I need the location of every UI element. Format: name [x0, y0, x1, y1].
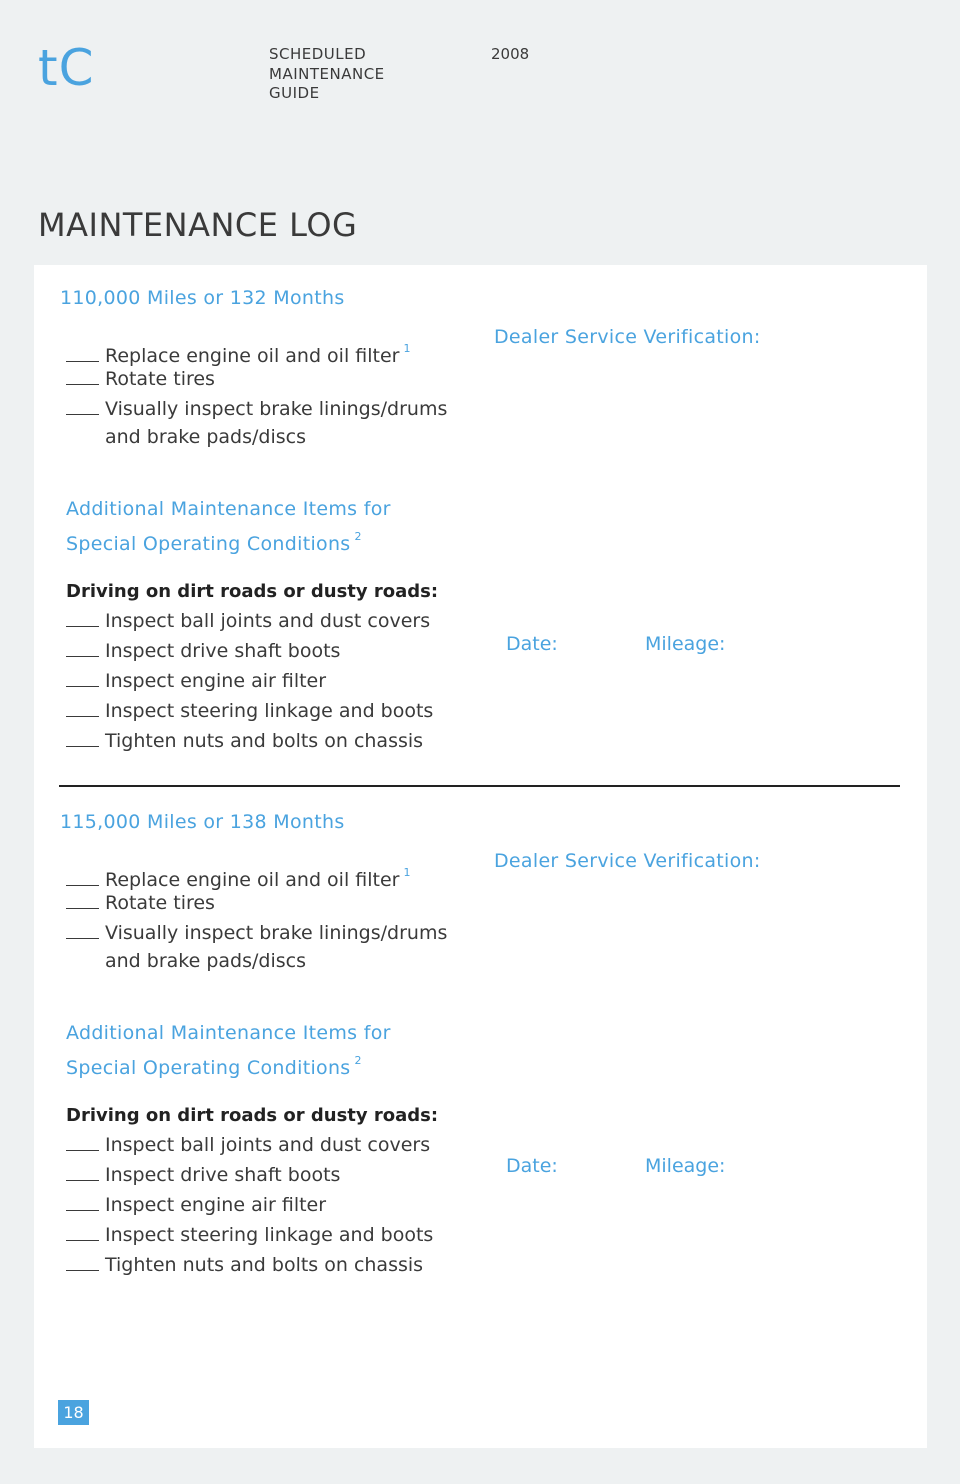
mileage-label: Mileage: — [645, 633, 726, 655]
page-title: MAINTENANCE LOG — [38, 206, 358, 244]
checkbox-blank[interactable] — [66, 920, 99, 939]
checklist-item: Inspect engine air filter — [66, 667, 476, 695]
checklist-item: Inspect ball joints and dust covers — [66, 607, 476, 635]
checkbox-blank[interactable] — [66, 366, 99, 385]
checkbox-blank[interactable] — [66, 698, 99, 717]
checkbox-blank[interactable] — [66, 396, 99, 415]
mileage-label: Mileage: — [645, 1155, 726, 1177]
dealer-verification-label: Dealer Service Verification: — [494, 326, 761, 348]
guide-year: 2008 — [491, 45, 530, 63]
checklist-item: Tighten nuts and bolts on chassis — [66, 1251, 476, 1279]
checkbox-blank[interactable] — [66, 1222, 99, 1241]
page-number-badge: 18 — [58, 1400, 89, 1425]
checkbox-blank[interactable] — [66, 638, 99, 657]
checkbox-blank[interactable] — [66, 1192, 99, 1211]
checkbox-blank[interactable] — [66, 890, 99, 909]
special-conditions-heading: Additional Maintenance Items for Special Operating Conditions $^2$ — [66, 1022, 391, 1079]
checklist-item: Inspect engine air filter — [66, 1191, 476, 1219]
guide-title: SCHEDULED MAINTENANCE GUIDE — [269, 45, 385, 102]
checkbox-blank[interactable] — [66, 1252, 99, 1271]
brand-logo: tC — [38, 39, 95, 97]
dealer-verification-label: Dealer Service Verification: — [494, 850, 761, 872]
checklist-item: Rotate tires — [66, 365, 476, 393]
checklist-item: Visually inspect brake linings/drums and brake pads/discs — [66, 395, 476, 451]
checklist-item: Visually inspect brake linings/drums and brake pads/discs — [66, 919, 476, 975]
section-divider — [59, 785, 900, 787]
condition-label: Driving on dirt roads or dusty roads: — [66, 581, 439, 602]
condition-label: Driving on dirt roads or dusty roads: — [66, 1105, 439, 1126]
checkbox-blank[interactable] — [66, 1132, 99, 1151]
checkbox-blank[interactable] — [66, 608, 99, 627]
checklist-item: Inspect drive shaft boots — [66, 637, 476, 665]
checklist-item: Tighten nuts and bolts on chassis — [66, 727, 476, 755]
checkbox-blank[interactable] — [66, 343, 99, 362]
date-label: Date: — [506, 633, 558, 655]
date-label: Date: — [506, 1155, 558, 1177]
checklist-item: Replace engine oil and oil filter $^1$ — [66, 859, 476, 894]
checklist-item: Inspect ball joints and dust covers — [66, 1131, 476, 1159]
checkbox-blank[interactable] — [66, 728, 99, 747]
checklist-item: Rotate tires — [66, 889, 476, 917]
checklist-item: Inspect steering linkage and boots — [66, 1221, 476, 1249]
special-conditions-heading: Additional Maintenance Items for Special Operating Conditions $^2$ — [66, 498, 391, 555]
checkbox-blank[interactable] — [66, 867, 99, 886]
checkbox-blank[interactable] — [66, 668, 99, 687]
interval-heading: 115,000 Miles or 138 Months — [60, 811, 345, 833]
checklist-item: Inspect drive shaft boots — [66, 1161, 476, 1189]
checklist-item: Inspect steering linkage and boots — [66, 697, 476, 725]
interval-heading: 110,000 Miles or 132 Months — [60, 287, 345, 309]
log-panel — [34, 265, 927, 1448]
checklist-item: Replace engine oil and oil filter $^1$ — [66, 335, 476, 370]
checkbox-blank[interactable] — [66, 1162, 99, 1181]
